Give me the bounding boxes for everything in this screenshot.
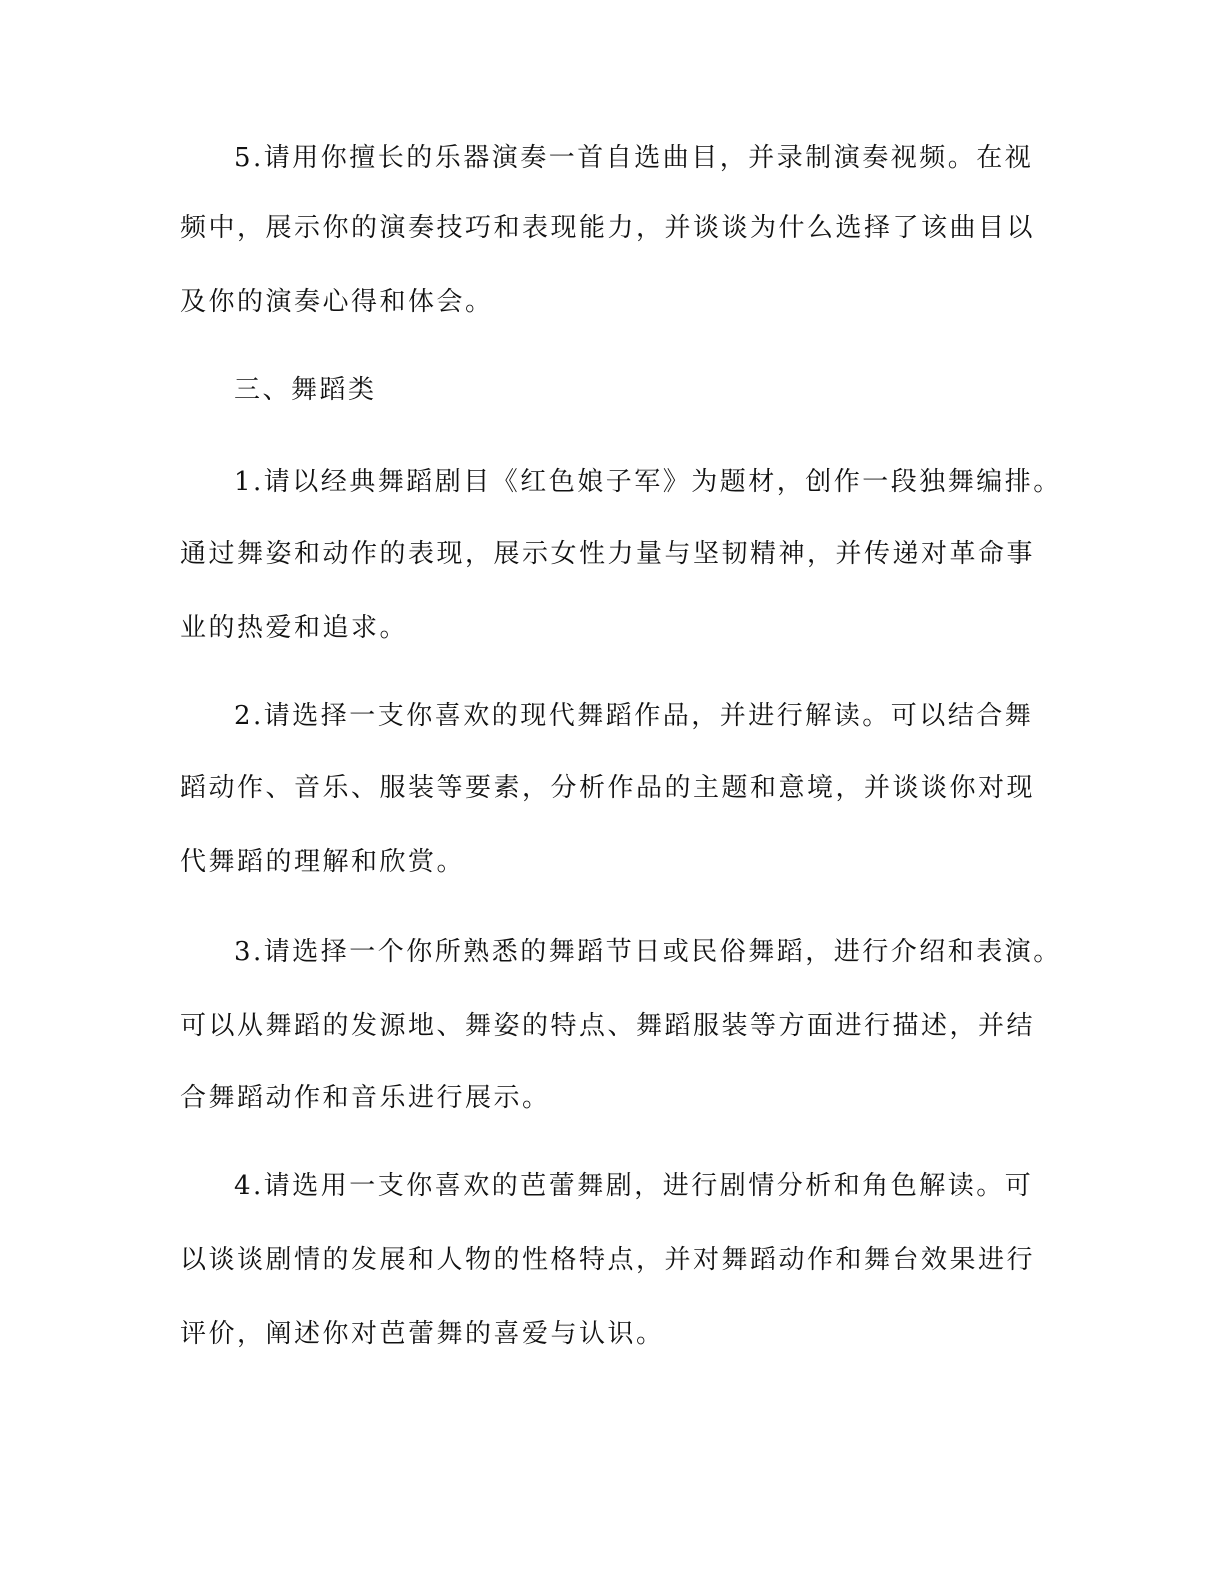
item-4-line-3: 评价，阐述你对芭蕾舞的喜爱与认识。	[180, 1319, 665, 1349]
item-1-line-3: 业的热爱和追求。	[180, 613, 409, 643]
item-3-line-2: 可以从舞蹈的发源地、舞姿的特点、舞蹈服装等方面进行描述，并结	[180, 1011, 1036, 1041]
item-5-line-2: 频中，展示你的演奏技巧和表现能力，并谈谈为什么选择了该曲目以	[180, 213, 1036, 243]
item-5-line-1: 5.请用你擅长的乐器演奏一首自选曲目，并录制演奏视频。在视	[234, 143, 1034, 173]
item-1-line-1: 1.请以经典舞蹈剧目《红色娘子军》为题材，创作一段独舞编排。	[234, 467, 1062, 497]
section-heading-dance: 三、舞蹈类	[234, 375, 377, 405]
item-2-line-3: 代舞蹈的理解和欣赏。	[180, 847, 466, 877]
item-4-line-2: 以谈谈剧情的发展和人物的性格特点，并对舞蹈动作和舞台效果进行	[180, 1245, 1036, 1275]
item-3-line-1: 3.请选择一个你所熟悉的舞蹈节日或民俗舞蹈，进行介绍和表演。	[234, 937, 1062, 967]
item-5-line-3: 及你的演奏心得和体会。	[180, 287, 494, 317]
item-1-line-2: 通过舞姿和动作的表现，展示女性力量与坚韧精神，并传递对革命事	[180, 539, 1036, 569]
item-4-line-1: 4.请选用一支你喜欢的芭蕾舞剧，进行剧情分析和角色解读。可	[234, 1171, 1034, 1201]
item-2-line-1: 2.请选择一支你喜欢的现代舞蹈作品，并进行解读。可以结合舞	[234, 701, 1034, 731]
item-3-line-3: 合舞蹈动作和音乐进行展示。	[180, 1083, 551, 1113]
item-2-line-2: 蹈动作、音乐、服装等要素，分析作品的主题和意境，并谈谈你对现	[180, 773, 1036, 803]
